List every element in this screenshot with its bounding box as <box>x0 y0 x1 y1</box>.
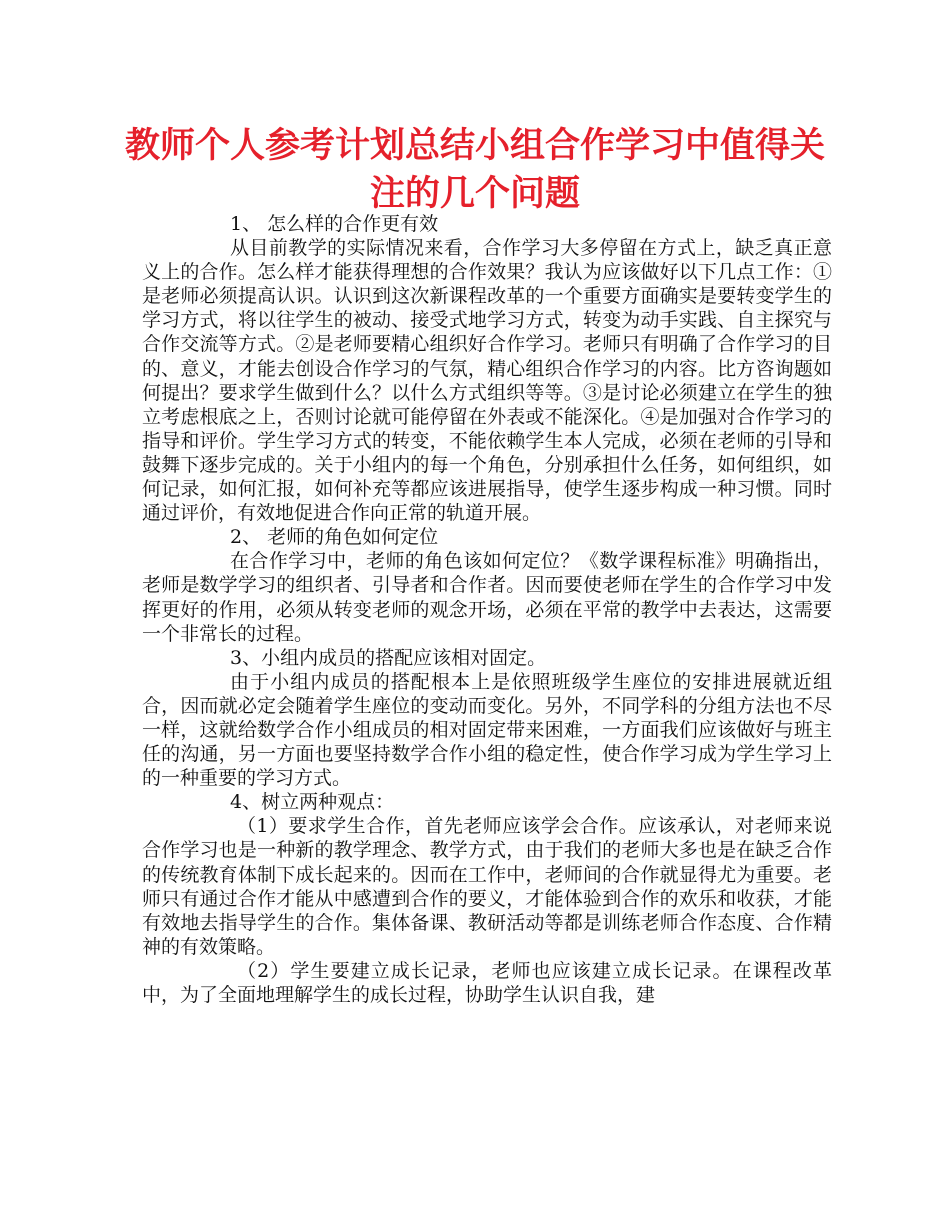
section-heading-2: 2、 老师的角色如何定位 <box>230 526 439 549</box>
section-heading-3: 3、小组内成员的搭配应该相对固定。 <box>230 646 547 669</box>
document-title: 教师个人参考计划总结小组合作学习中值得关注的几个问题 <box>124 126 825 214</box>
document-body <box>142 212 832 1007</box>
paragraph: （1）要求学生合作，首先老师应该学会合作。应该承认，对老师来说合作学习也是一种新的教学理念、教学方式，由于我们的老师大多也是在缺乏合作的传统教育体制下成长起来的。因而在工作中，老师间的合作就显得尤为重要。老师只有通过合作才能从中感遭到合作的要义，才能体验到合作的欢乐和收获，才能有效地去指导学生的合作。集体备课、教研活动等都是训练老师合作态度、合作精神的有效策略。 <box>142 815 832 958</box>
paragraph: 从目前教学的实际情况来看，合作学习大多停留在方式上，缺乏真正意义上的合作。怎么样才能获得理想的合作效果？我认为应该做好以下几点工作：①是老师必须提高认识。认识到这次新课程改革的一个重要方面确实是要转变学生的学习方式，将以往学生的被动、接受式地学习方式，转变为动手实践、自主探究与合作交流等方式。②是老师要精心组织好合作学习。老师只有明确了合作学习的目的、意义，才能去创设合作学习的气氛，精心组织合作学习的内容。比方咨询题如何提出？要求学生做到什么？以什么方式组织等等。③是讨论必须建立在学生的独立考虑根底之上，否则讨论就可能停留在外表或不能深化。④是加强对合作学习的指导和评价。学生学习方式的转变，不能依赖学生本人完成，必须在老师的引导和鼓舞下逐步完成的。关于小组内的每一个角色，分别承担什么任务，如何组织，如何记录，如何汇报，如何补充等都应该进展指导，使学生逐步构成一种习惯。同时通过评价，有效地促进合作向正常的轨道开展。 <box>142 237 832 525</box>
section-heading-4: 4、树立两种观点： <box>230 791 395 814</box>
paragraph: 在合作学习中，老师的角色该如何定位？《数学课程标准》明确指出，老师是数学学习的组织者、引导者和合作者。因而要使老师在学生的合作学习中发挥更好的作用，必须从转变老师的观念开场，必须在平常的教学中去表达，这需要一个非常长的过程。 <box>142 550 832 645</box>
section-heading-1: 1、 怎么样的合作更有效 <box>230 213 439 235</box>
paragraph: 由于小组内成员的搭配根本上是依照班级学生座位的安排进展就近组合，因而就必定会随着学生座位的变动而变化。另外，不同学科的分组方法也不尽一样，这就给数学合作小组成员的相对固定带来困难，一方面我们应该做好与班主任的沟通，另一方面也要坚持数学合作小组的稳定性，使合作学习成为学生学习上的一种重要的学习方式。 <box>142 670 832 790</box>
paragraph: （2）学生要建立成长记录，老师也应该建立成长记录。在课程改革中，为了全面地理解学生的成长过程，协助学生认识自我，建 <box>142 959 832 1006</box>
